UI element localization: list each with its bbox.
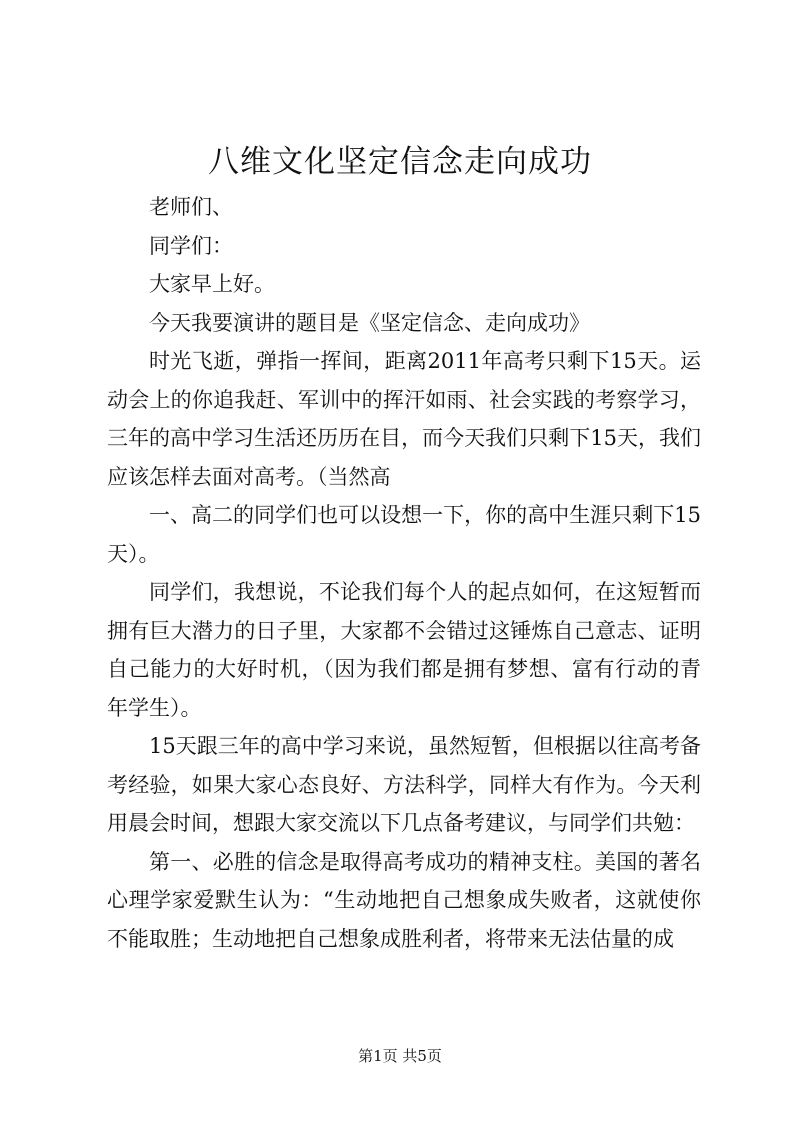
- paragraph-greeting-teachers: 老师们、: [149, 195, 233, 219]
- page-footer: 第1页 共5页: [358, 1047, 442, 1065]
- paragraph-time-flies: 时光飞逝，弹指一挥间，距离2011年高考只剩下15天。运动会上的你追我赶、军训中的挥汗如雨、社会实践的考察学习，三年的高中学习生活还历历在目，而今天我们只剩下15天，我们应该怎样去面对高考。（当然高: [107, 349, 701, 489]
- paragraph-greeting-students: 同学们：: [149, 233, 233, 258]
- paragraph-good-morning: 大家早上好。: [149, 272, 275, 296]
- paragraph-first-point: 第一、必胜的信念是取得高考成功的精神支柱。美国的著名心理学家爱默生认为：“生动地把自己想象成失败者，这就使你不能取胜；生动地把自己想象成胜利者，将带来无法估量的成: [107, 849, 701, 951]
- paragraph-fifteen-days: 15天跟三年的高中学习来说，虽然短暂，但根据以往高考备考经验，如果大家心态良好、方法科学，同样大有作为。今天利用晨会时间，想跟大家交流以下几点备考建议，与同学们共勉：: [107, 734, 701, 835]
- paragraph-sophomores: 一、高二的同学们也可以设想一下，你的高中生涯只剩下15天）。: [107, 503, 701, 566]
- document-body: [107, 188, 701, 958]
- paragraph-opportunity: 同学们，我想说，不论我们每个人的起点如何，在这短暂而拥有巨大潜力的日子里，大家都不会错过这锤炼自己意志、证明自己能力的大好时机，（因为我们都是拥有梦想、富有行动的青年学生）。: [107, 580, 701, 720]
- paragraph-speech-topic: 今天我要演讲的题目是《坚定信念、走向成功》: [149, 310, 590, 335]
- document-title: 八维文化坚定信念走向成功: [208, 144, 592, 180]
